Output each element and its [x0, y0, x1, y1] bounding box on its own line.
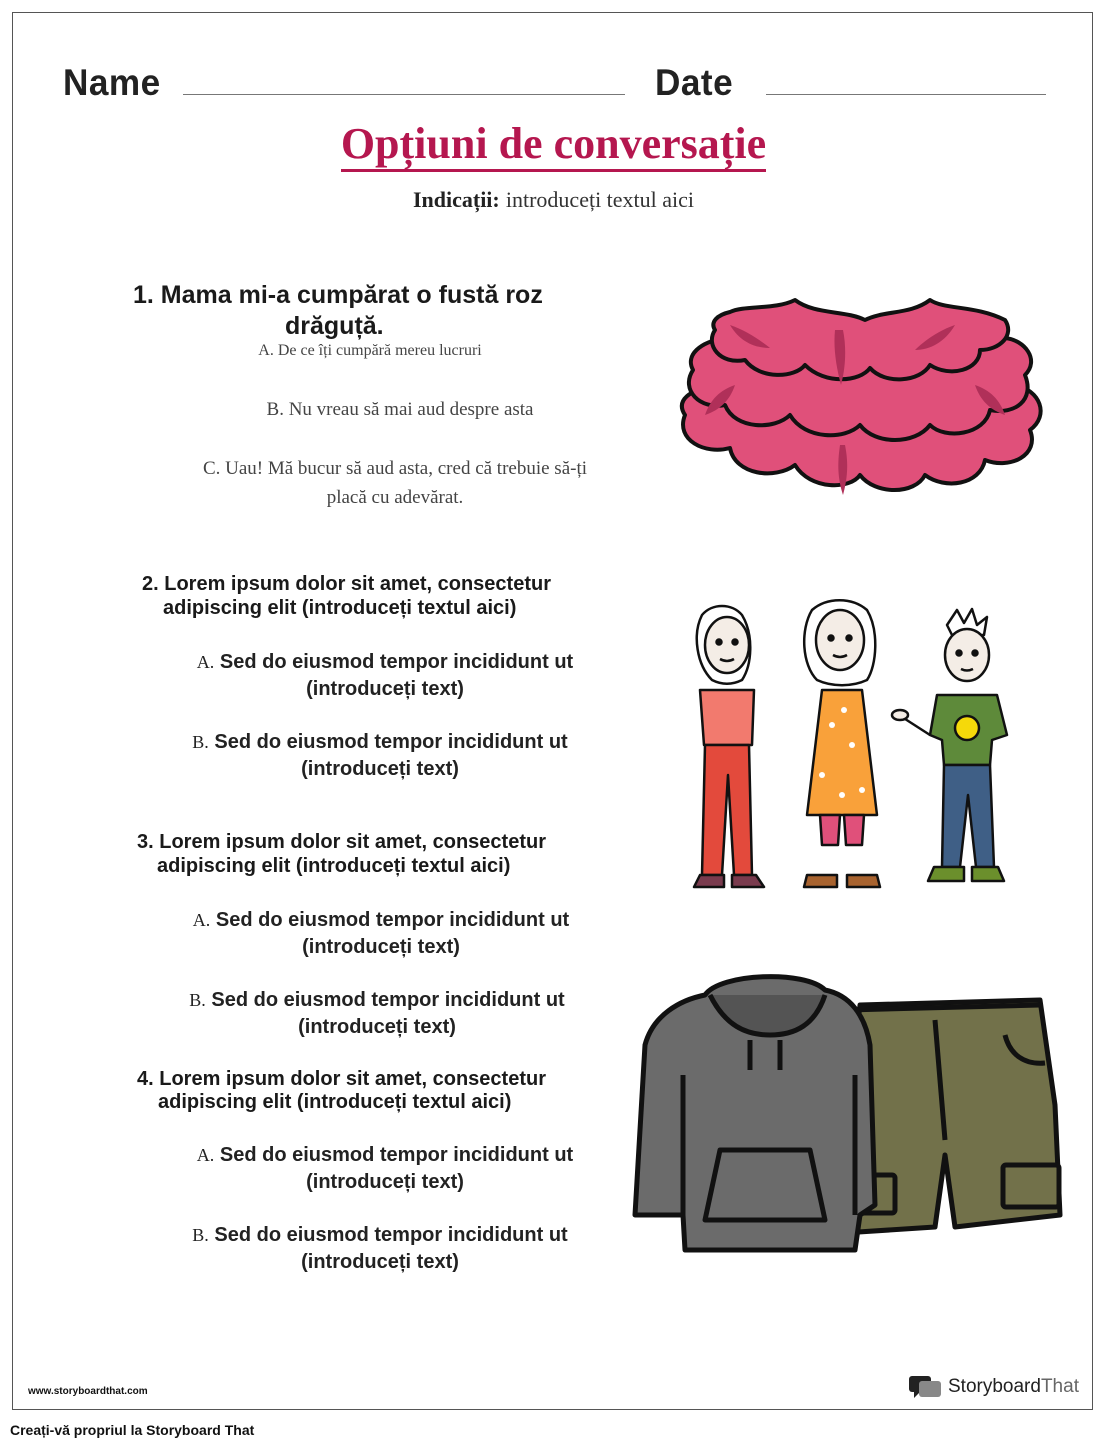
question-4-line-1: 4. Lorem ipsum dolor sit amet, consectetur — [137, 1068, 546, 1090]
question-3-line-2: adipiscing elit (introduceți textul aici) — [157, 855, 511, 877]
girl-2-face-icon — [816, 610, 864, 670]
question-1-option-c: C. Uau! Mă bucur să aud asta, cred că trebuie să-ți placă cu adevărat. — [202, 458, 588, 508]
date-label: Date — [655, 62, 734, 103]
question-3-option-b: B. Sed do eiusmod tempor incididunt ut (introduceți text) — [189, 989, 565, 1038]
hoodie-pocket — [705, 1150, 825, 1220]
directions-text: introduceți textul aici — [505, 187, 695, 212]
speech-bubble-icon — [908, 1375, 942, 1399]
storyboardthat-logo[interactable] — [908, 1374, 1079, 1400]
brand-word-1: Storyboard — [948, 1376, 1041, 1397]
name-label: Name — [63, 62, 161, 103]
question-3-line-1: 3. Lorem ipsum dolor sit amet, consectetur — [137, 831, 546, 853]
create-your-own-note[interactable]: Creați-vă propriul la Storyboard That — [10, 1422, 255, 1438]
question-4-option-b: B. Sed do eiusmod tempor incididunt ut (introduceți text) — [192, 1224, 568, 1273]
kids-illustration — [672, 595, 1022, 895]
question-2-line-1: 2. Lorem ipsum dolor sit amet, consectetur — [142, 573, 551, 595]
question-2-option-b: B. Sed do eiusmod tempor incididunt ut (introduceți text) — [192, 731, 568, 780]
question-2-option-a: A. Sed do eiusmod tempor incididunt ut (introduceți text) — [196, 651, 574, 700]
question-4-line-2: adipiscing elit (introduceți textul aici) — [158, 1091, 512, 1113]
brand-word-2: That — [1040, 1376, 1079, 1397]
question-1-line-1: 1. Mama mi-a cumpărat o fustă roz — [133, 281, 543, 309]
pink-skirt-illustration — [675, 290, 1055, 520]
directions-label: Indicații: — [412, 187, 500, 212]
question-2-line-2: adipiscing elit (introduceți textul aici) — [163, 597, 517, 619]
footer-url[interactable]: www.storyboardthat.com — [28, 1386, 148, 1397]
question-1-option-b: B. Nu vreau să mai aud despre asta — [266, 399, 534, 420]
question-1-line-2: drăguță. — [285, 312, 384, 340]
question-1-option-a: A. De ce îți cumpără mereu lucruri — [258, 342, 482, 359]
name-line[interactable] — [183, 94, 625, 95]
hoodie-and-shorts-illustration — [625, 965, 1065, 1265]
smiley-icon — [955, 716, 979, 740]
directions — [0, 187, 1107, 213]
question-4-option-a: A. Sed do eiusmod tempor incididunt ut (introduceți text) — [196, 1144, 574, 1193]
date-line[interactable] — [766, 94, 1046, 95]
page-title: Opțiuni de conversație — [0, 118, 1107, 169]
girl-1-face-icon — [705, 617, 749, 673]
question-3-option-a: A. Sed do eiusmod tempor incididunt ut (introduceți text) — [192, 909, 570, 958]
boy-face-icon — [945, 629, 989, 681]
